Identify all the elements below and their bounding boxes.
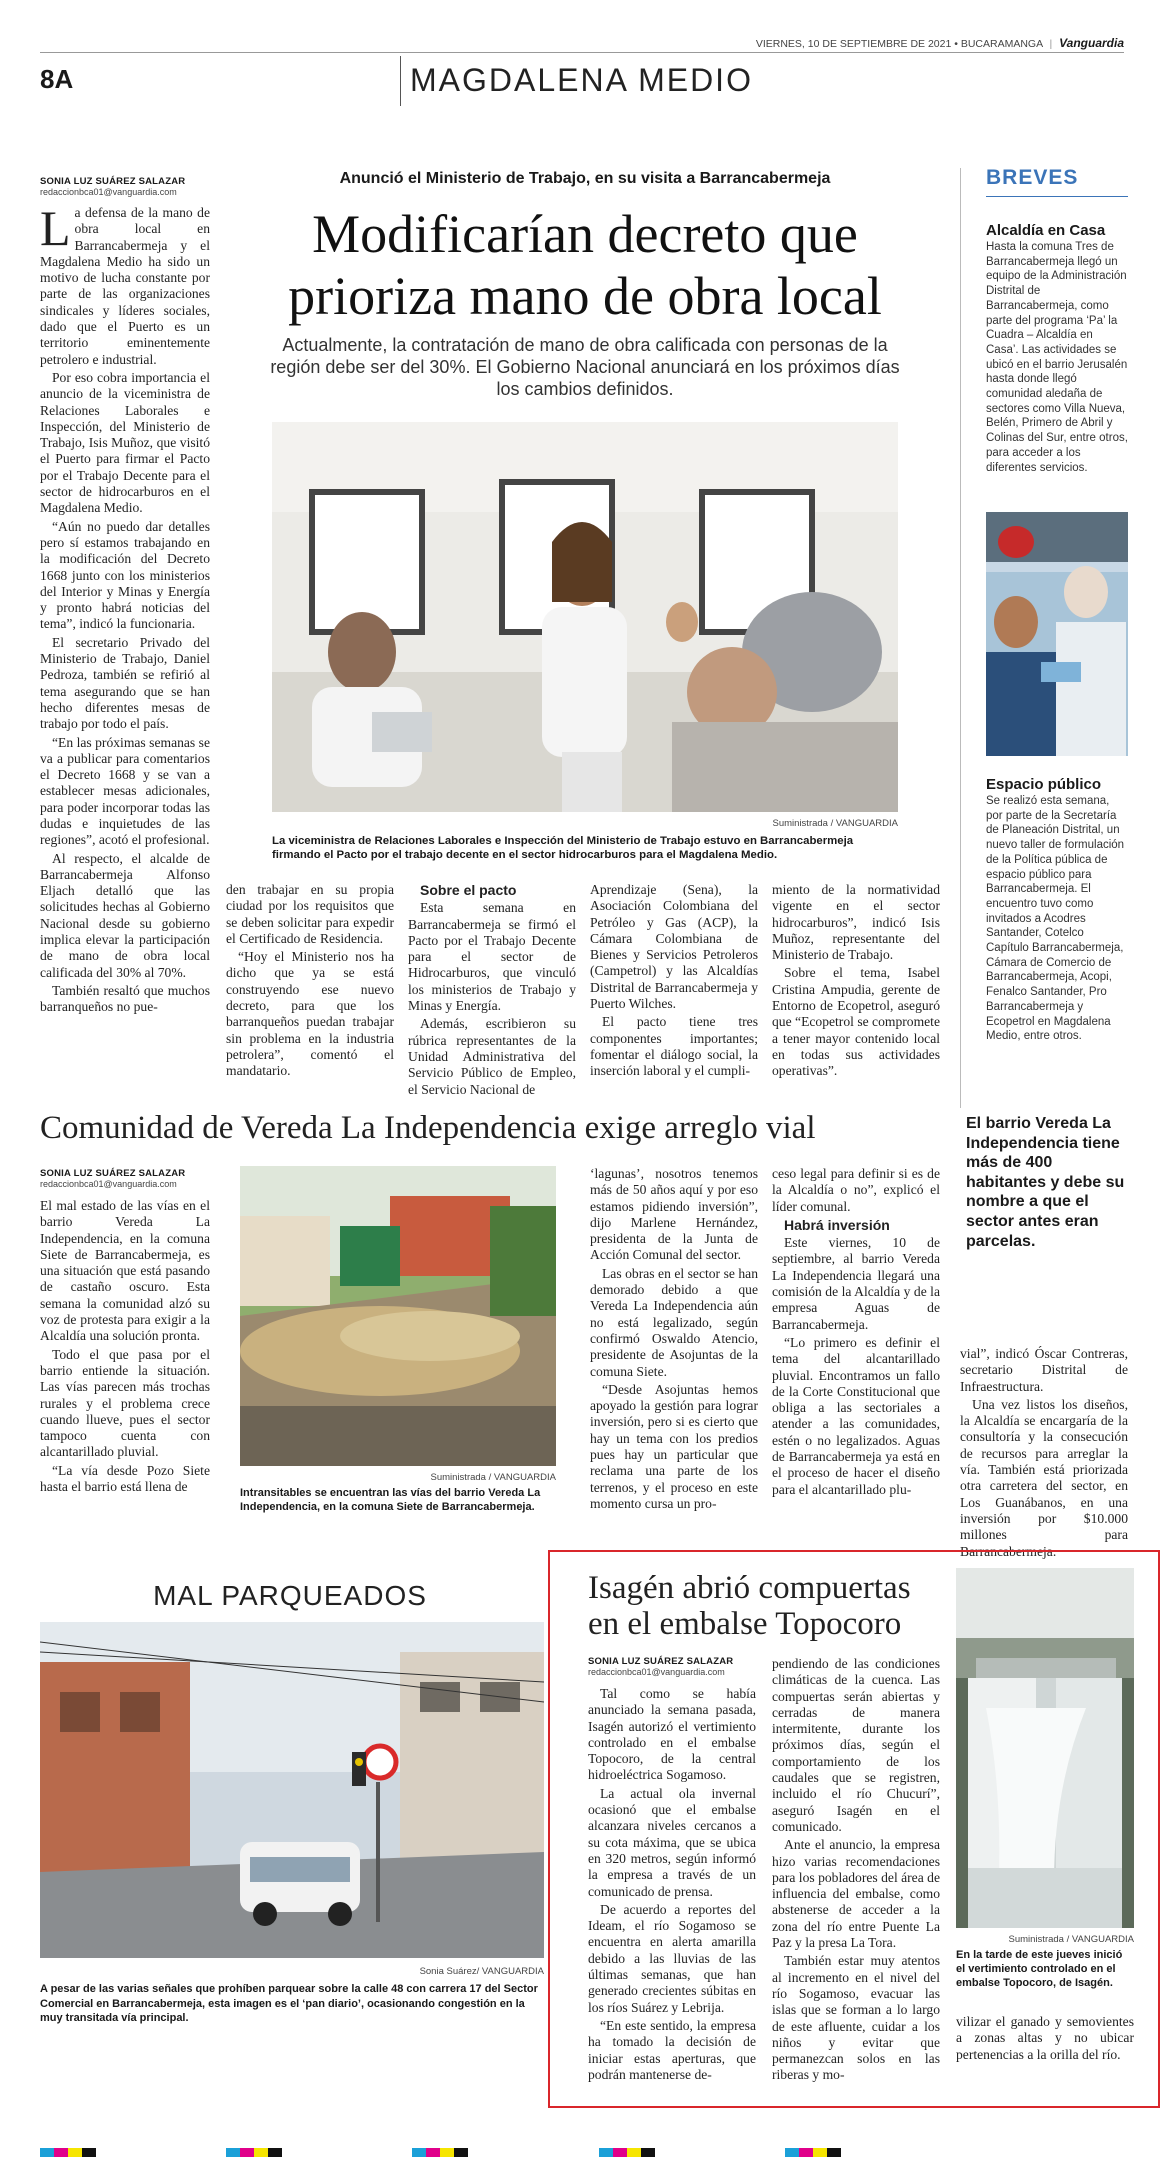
- isagen-col-2: [772, 1656, 940, 2086]
- dam-photo-credit: Suministrada / VANGUARDIA: [1008, 1934, 1134, 1945]
- byline-name: SONIA LUZ SUÁREZ SALAZAR: [40, 176, 186, 187]
- isagen-byline-email: redaccionbca01@vanguardia.com: [588, 1667, 725, 1677]
- main-col1-para-1: La defensa de la mano de obra local en Barrancabermeja y el Magdalena Medio ha sido un motivo de lucha constante por parte de las organizaciones sindicales y líderes sociales, dado que el Puerto es un territorio eminentemente petrolero e industrial.: [40, 200, 210, 367]
- road-photo-credit: Suministrada / VANGUARDIA: [430, 1472, 556, 1483]
- main-byline: [40, 176, 185, 197]
- meeting-illustration: [272, 422, 898, 812]
- second-byline-name: SONIA LUZ SUÁREZ SALAZAR: [40, 1168, 186, 1179]
- header-rule: [40, 52, 1124, 53]
- main-col1-para-5: “En las próximas semanas se va a publicar para comentarios el Decreto 1668 y se van a establecer mesas adicionales, para poder incorporar todas las dudas e inquietudes de las regiones”, acotó el profesional.: [40, 734, 210, 848]
- main-kicker: Anunció el Ministerio de Trabajo, en su visita a Barrancabermeja: [339, 170, 831, 187]
- dateline: VIERNES, 10 DE SEPTIEMBRE DE 2021 • BUCARAMANGA | Vanguardia: [755, 36, 1124, 50]
- isagen-col-1: [588, 1686, 756, 2085]
- breves-rule: [960, 168, 961, 1108]
- main-col2-para-2: “Hoy el Ministerio nos ha dicho que ya se está construyendo ese nuevo decreto, para que los barranqueños puedan trabajar sin problema en la industria petrolera”, comentó el mandatario.: [226, 949, 394, 1079]
- main-col1-para-2: Por eso cobra importancia el anuncio de la viceministra de Relaciones Laborales e Inspección, del Ministerio de Trabajo, Isis Muñoz, que visitó el Puerto para firmar el Pacto por el Trabajo Decente para el sector de hidrocarburos en el Magdalena Medio.: [40, 369, 210, 516]
- second-col3-para-3: “Lo primero es definir el tema del alcantarillado pluvial. Encontramos un fallo de la Corte Constitucional que obliga a las sectoriales a atender a las comunidades, estén o no legalizados. Aguas de Barrancabermeja ya está en el proceso de hacer el diseño para el alcantarillado plu-: [772, 1334, 940, 1497]
- main-headline: [230, 203, 940, 327]
- second-col2-para-1: ‘lagunas’, nosotros tenemos más de 50 años aquí y por eso estamos pidiendo inversión”, dijo Marlene Hernández, presidenta de la Junta de Acción Comunal del sector.: [590, 1166, 758, 1263]
- isagen-col1-para-4: “En este sentido, la empresa ha tomado la decisión de iniciar estas aperturas, que podrán mantenerse de-: [588, 2017, 756, 2082]
- dam-spillway-illustration: [956, 1568, 1134, 1928]
- isagen-col2-para-2: Ante el anuncio, la empresa hizo varias recomendaciones para los pobladores del área de influencia del embalse, como abstenerse de acceder a la zona del río entre Puente La Paz y la presa La Tora.: [772, 1837, 940, 1951]
- second-col3-para-2: Este viernes, 10 de septiembre, al barrio Vereda La Independencia llegará una comisión de la Alcaldía y de la empresa Aguas de Barrancabermeja.: [772, 1235, 940, 1332]
- main-col1-para-4: El secretario Privado del Ministerio de Trabajo, Daniel Pedroza, también se refirió al tema asegurando que se han hecho diferentes mesas de trabajo por todo el país.: [40, 634, 210, 732]
- main-col-5: [772, 882, 940, 1082]
- main-col4-para-1: Aprendizaje (Sena), la Asociación Colombiana del Petróleo y Gas (ACP), la Cámara Colombiana de Bienes y Servicios Petroleros (Campetrol) y las Alcaldías Distrital de Barrancabermeja y Puerto Wilches.: [590, 882, 758, 1012]
- isagen-col1-para-2: La actual ola invernal ocasionó que el embalse alcanzara niveles cercanos a su cota máxima, que se ubica en 320 metros, según informó la empresa a través de un comunicado de prensa.: [588, 1785, 756, 1899]
- second-col1-para-1: El mal estado de las vías en el barrio Vereda La Independencia, en la comuna Siete de Barrancabermeja, es una situación que está pasando de castaño oscuro. Esta semana la comunidad alzó su voz de protesta para exigir a la Alcaldía una solución pronta.: [40, 1198, 210, 1344]
- second-headline: Comunidad de Vereda La Independencia exige arreglo vial: [40, 1110, 816, 1146]
- dateline-text: VIERNES, 10 DE SEPTIEMBRE DE 2021 • BUCARAMANGA: [755, 38, 1043, 50]
- dam-photo: [956, 1568, 1134, 1928]
- second-col3-para-1: ceso legal para definir si es de la Alcaldía o no”, explicó el líder comunal.: [772, 1166, 940, 1214]
- parking-photo-credit: Sonia Suárez/ VANGUARDIA: [419, 1966, 544, 1977]
- main-col1-para-3: “Aún no puedo dar detalles pero sí estamos trabajando en la modificación del Decreto 1668 junto con los ministerios del Interior y Minas y Energía y pronto habrá noticias del tema”, indicó la funcionaria.: [40, 518, 210, 632]
- second-byline-email: redaccionbca01@vanguardia.com: [40, 1179, 177, 1189]
- headline-line-2: prioriza mano de obra local: [288, 266, 882, 326]
- main-col1-para-6: Al respecto, el alcalde de Barrancabermeja Alfonso Eljach detalló que las solicitudes hechas al Gobierno Nacional desde su gobierno implica elevar la participación de mano de obra local calificada del 30% al 70%.: [40, 850, 210, 980]
- main-col-3: [408, 882, 576, 1100]
- breves-item2-text: Se realizó esta semana, por parte de la Secretaría de Planeación Distrital, un nuevo taller de formulación de la Política pública de espacio público para Barrancabermeja. El encuentro tuvo como invitados a Acodres Santander, Cotelco Capítulo Barrancabermeja, Cámara de Comercio de Barrancabermeja, Acopi, Fenalco Santander, Pro Barrancabermeja y Ecopetrol en Magdalena Medio, entre otros.: [986, 795, 1125, 1043]
- main-col-2: [226, 882, 394, 1082]
- main-subhead: Sobre el pacto: [420, 882, 517, 898]
- page-number: 8A: [40, 64, 74, 94]
- breves-title-rule: [986, 196, 1128, 197]
- main-col3-para-1: Esta semana en Barrancabermeja se firmó el Pacto por el Trabajo Decente para el sector de Hidrocarburos, que vinculó los ministerios de Trabajo y Minas y Energía.: [408, 900, 576, 1014]
- main-col1-para-7: También resaltó que muchos barranqueños no pue-: [40, 982, 210, 1015]
- isagen-headline: [588, 1570, 911, 1642]
- print-color-bar: [40, 2142, 1128, 2151]
- section-title: MAGDALENA MEDIO: [410, 62, 753, 98]
- vaccination-illustration: [986, 512, 1128, 756]
- brand-logo: Vanguardia: [1059, 36, 1124, 50]
- isagen-col3-para-1: vilizar el ganado y semovientes a zonas altas y no ubicar pertenencias a la orilla del río.: [956, 2014, 1134, 2062]
- main-col2-para-1: den trabajar en su propia ciudad por los requisitos que se deben solicitar para expedir el Certificado de Residencia.: [226, 882, 394, 946]
- breves-item1-text: Hasta la comuna Tres de Barrancabermeja llegó un equipo de la Administración Distrital de Barrancabermeja, como parte del programa ‘Pa’ la Cuadra – Alcaldía en Casa’. Las actividades se ubicó en el barrio Jerusalén hasta donde llegó comunidad aledaña de sectores como Villa Nueva, Belén, Primero de Abril y Colinas del Sur, entre otros, para acceder a los diferentes servicios.: [986, 241, 1128, 474]
- breves-photo-1: [986, 512, 1128, 756]
- main-photo-credit: Suministrada / VANGUARDIA: [772, 818, 898, 829]
- parking-title: MAL PARQUEADOS: [153, 1580, 427, 1611]
- isagen-col1-para-1: Tal como se había anunciado la semana pasada, Isagén autorizó el vertimiento controlado en el embalse Topocoro, de la central hidroeléctrica Sogamoso.: [588, 1686, 756, 1783]
- main-col-1: [40, 200, 210, 1018]
- main-col-4: [590, 882, 758, 1082]
- second-col2-para-3: “Desde Asojuntas hemos apoyado la gestión para lograr inversión, pero si es cierto que hay un tema con los predios pues hay un particular que reclama una parte de los terrenos, y el proceso en este momento cursa un pro-: [590, 1381, 758, 1511]
- pullquote: El barrio Vereda La Independencia tiene más de 400 habitantes y debe su nombre a que el sector antes eran parcelas.: [966, 1115, 1125, 1250]
- isagen-byline-name: SONIA LUZ SUÁREZ SALAZAR: [588, 1656, 734, 1667]
- second-col2-para-2: Las obras en el sector se han demorado debido a que Vereda La Independencia aún no está legalizado, según confirmó Oswaldo Atencio, presidente de Asojuntas de la comuna Siete.: [590, 1265, 758, 1379]
- second-col-1: [40, 1198, 210, 1497]
- second-col4-para-1: vial”, indicó Óscar Contreras, secretario Distrital de Infraestructura.: [960, 1346, 1128, 1394]
- main-deck: Actualmente, la contratación de mano de obra calificada con personas de la región debe ser del 30%. El Gobierno Nacional anunciará en los próximos días los cambios definidos.: [270, 335, 900, 399]
- second-col-3: [772, 1166, 940, 1500]
- isagen-headline-line-1: Isagén abrió compuertas: [588, 1570, 911, 1606]
- second-subhead: Habrá inversión: [784, 1216, 890, 1233]
- parking-photo: [40, 1622, 544, 1958]
- main-photo: [272, 422, 898, 812]
- isagen-byline: [588, 1656, 733, 1677]
- second-col1-para-3: “La vía desde Pozo Siete hasta el barrio está llena de: [40, 1462, 210, 1495]
- header-divider: [400, 56, 401, 106]
- headline-line-1: Modificarían decreto que: [312, 204, 858, 264]
- dam-photo-caption: En la tarde de este jueves inició el vertimiento controlado en el embalse Topocoro, de Isagén.: [956, 1949, 1123, 1989]
- street-parking-illustration: [40, 1622, 544, 1958]
- road-photo: [240, 1166, 556, 1466]
- isagen-col2-para-1: pendiendo de las condiciones climáticas de la cuenca. Las compuertas serán abiertas y cerradas de manera intermitente, durante los próximos días, según el comportamiento de los caudales que se registren, incluido el río Chucurí”, aseguró Isagén en el comunicado.: [772, 1656, 940, 1834]
- isagen-headline-line-2: en el embalse Topocoro: [588, 1606, 902, 1642]
- second-col4-para-2: Una vez listos los diseños, la Alcaldía se encargaría de la consultoría y la consecución de recursos para arreglar la vía. También está priorizada otra carretera del sector, en Los Guanábanos, en una inversión por $10.000 millones para Barrancabermeja.: [960, 1396, 1128, 1559]
- parking-photo-caption: A pesar de las varias señales que prohíben parquear sobre la calle 48 con carrera 17 del Sector Comercial en Barrancabermeja, esta imagen es el ‘pan diario’, ocasionando congestión en la muy transitada vía principal.: [40, 1983, 538, 2025]
- drop-cap: L: [40, 200, 71, 256]
- breves-item1-title: Alcaldía en Casa: [986, 222, 1106, 239]
- isagen-col-3: [956, 2014, 1134, 2065]
- main-col4-para-2: El pacto tiene tres componentes importantes; fomentar el diálogo social, la inserción laboral y el cumpli-: [590, 1014, 758, 1079]
- road-photo-caption: Intransitables se encuentran las vías del barrio Vereda La Independencia, en la comuna Siete de Barrancabermeja.: [240, 1487, 541, 1513]
- byline-email: redaccionbca01@vanguardia.com: [40, 187, 177, 197]
- second-col-2: [590, 1166, 758, 1514]
- second-byline: [40, 1168, 185, 1189]
- breves-item2-title: Espacio público: [986, 776, 1102, 793]
- isagen-col2-para-3: También estar muy atentos al incremento en el nivel del río Sogamoso, evacuar las islas que se forman a lo largo de este afluente, cuidar a los niños y evitar que permanezcan solos en las riberas y mo-: [772, 1953, 940, 2083]
- breves-title: BREVES: [986, 166, 1079, 189]
- second-col-4: [960, 1346, 1128, 1562]
- main-col5-para-1: miento de la normatividad vigente en el sector hidrocarburos”, indicó Isis Muñoz, representante del Ministerio de Trabajo.: [772, 882, 940, 963]
- main-photo-caption: La viceministra de Relaciones Laborales e Inspección del Ministerio de Trabajo estuvo en Barrancabermeja firmando el Pacto por el trabajo decente en el sector hidrocarburos para el Magdalena Medio.: [272, 835, 854, 862]
- flooded-road-illustration: [240, 1166, 556, 1466]
- main-col3-para-2: Además, escribieron su rúbrica representantes de la Unidad Administrativa del Servicio Público de Empleo, el Servicio Nacional de: [408, 1016, 576, 1097]
- isagen-col1-para-3: De acuerdo a reportes del Ideam, el río Sogamoso se encuentra en alerta amarilla debido a las lluvias de las últimas semanas, que han generado crecientes súbitas en los ríos Suárez y Lebrija.: [588, 1901, 756, 2015]
- main-col5-para-2: Sobre el tema, Isabel Cristina Ampudia, gerente de Entorno de Ecopetrol, aseguró que “Ecopetrol se compromete a tener mayor contenido local en todas sus actividades operativas”.: [772, 965, 940, 1079]
- second-col1-para-2: Todo el que pasa por el barrio entiende la situación. Las vías parecen más trochas rurales y el problema crece cuando llueve, pues el sector tampoco cuenta con alcantarillado pluvial.: [40, 1346, 210, 1460]
